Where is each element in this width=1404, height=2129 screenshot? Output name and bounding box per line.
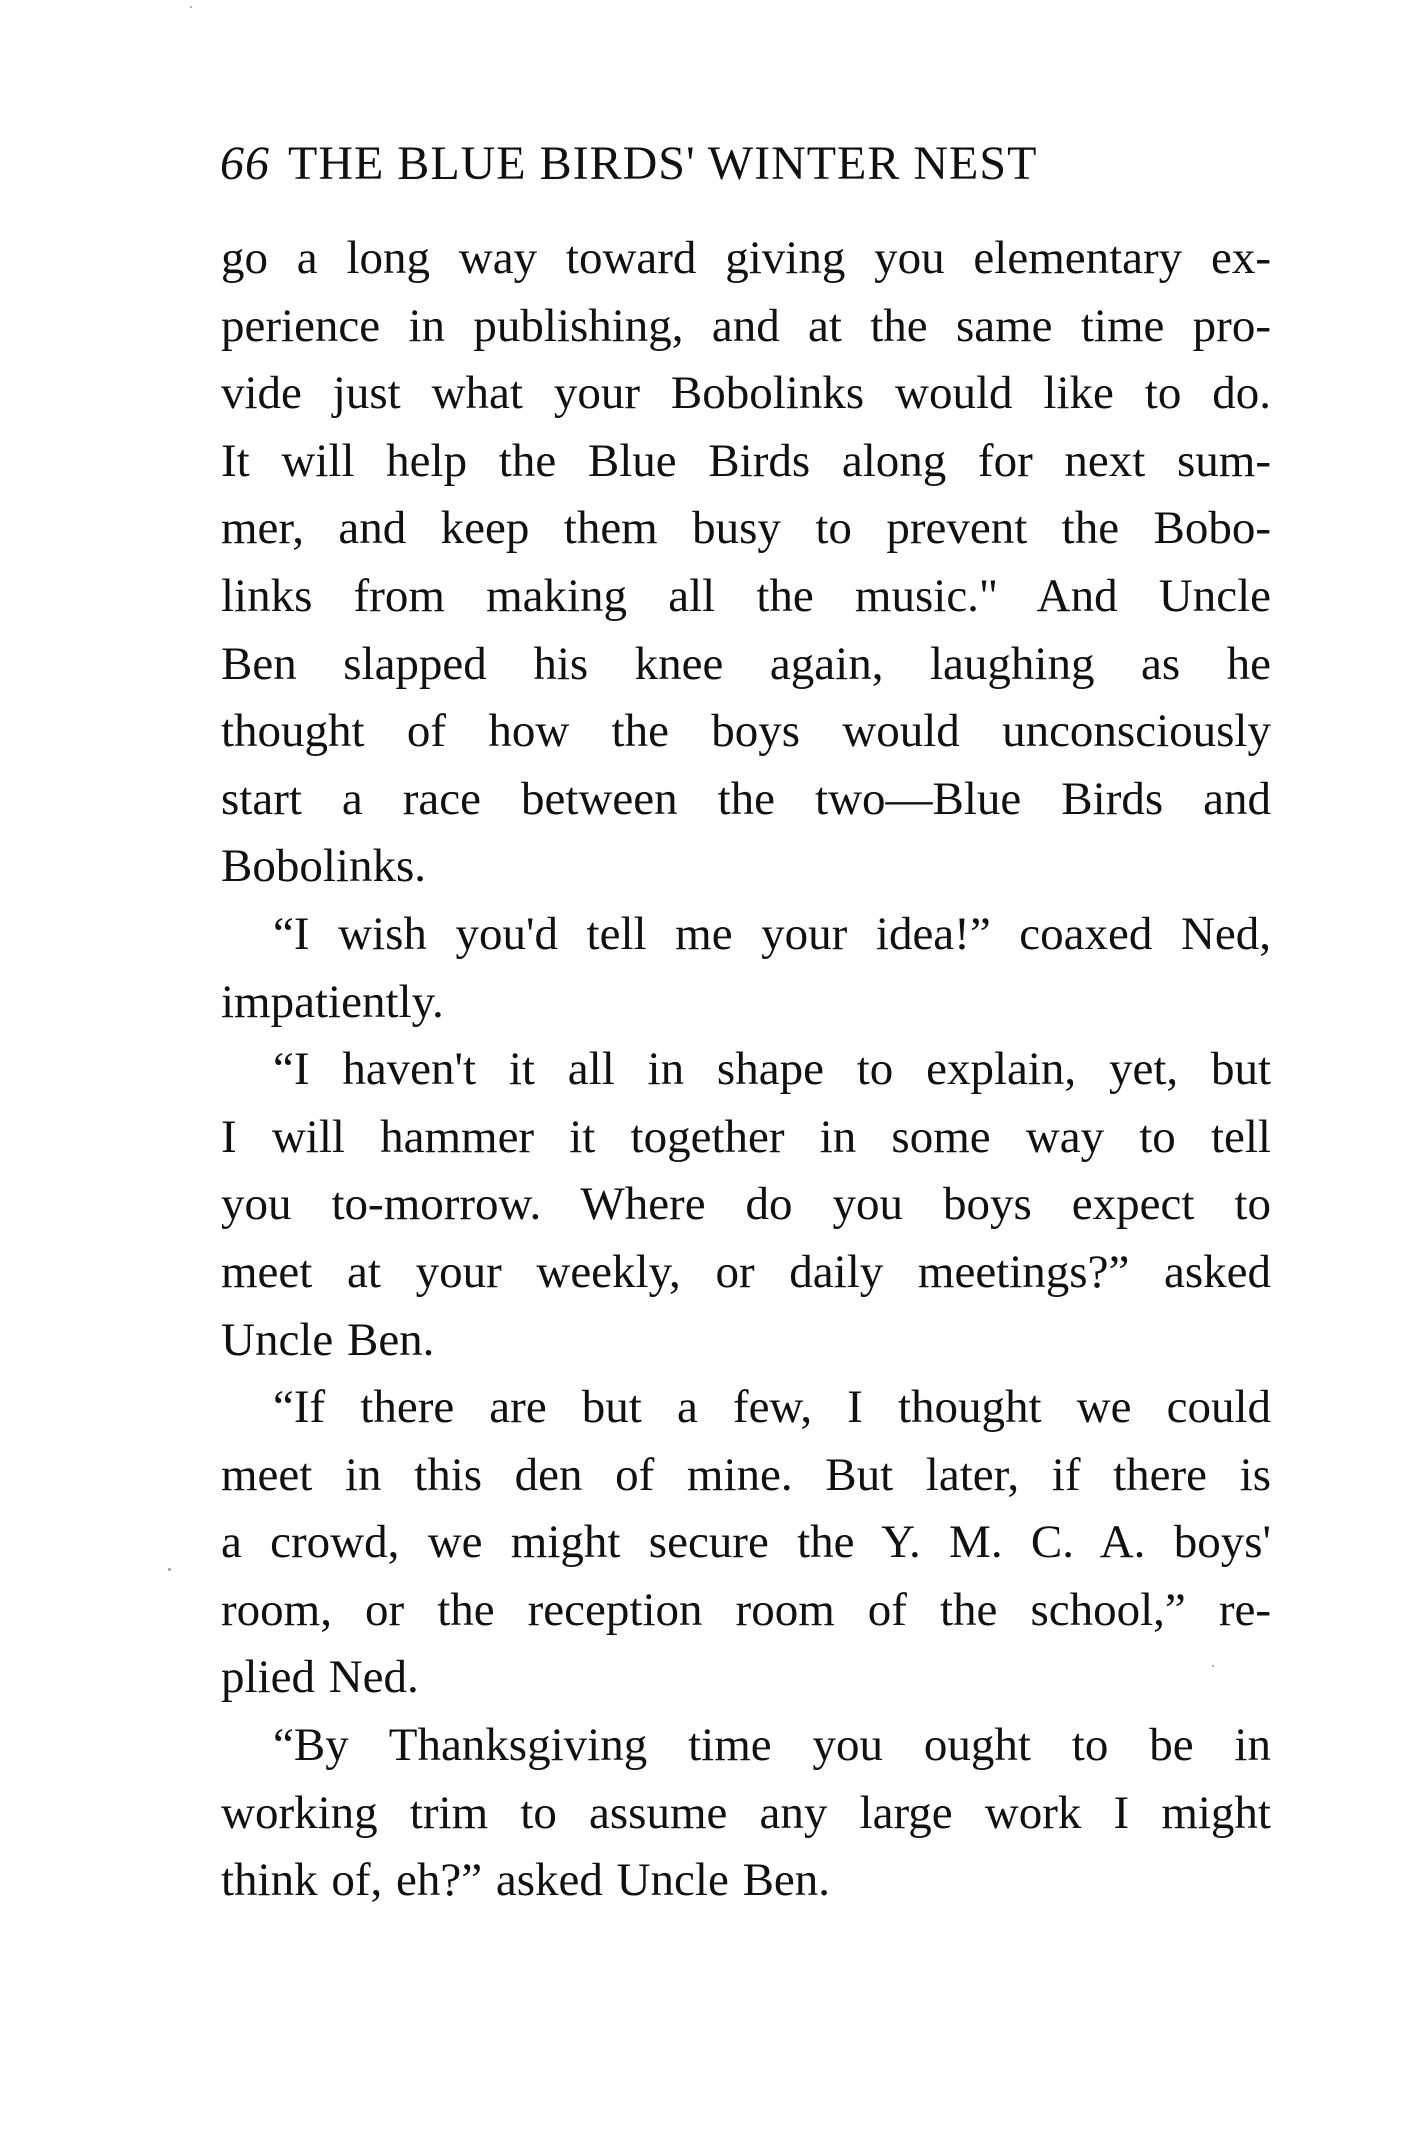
text-line: perience in publishing, and at the same time pro- [221, 299, 1271, 352]
text-line: thought of how the boys would unconsciously [221, 705, 1271, 758]
running-head [220, 134, 1220, 194]
paper-speck [168, 1568, 171, 1571]
text-line: meet at your weekly, or daily meetings?” asked [221, 1245, 1271, 1298]
text-line: I will hammer it together in some way to tell [221, 1110, 1271, 1163]
paper-speck [1212, 1665, 1214, 1667]
text-line: go a long way toward giving you elementary ex- [221, 232, 1271, 284]
text-line: working trim to assume any large work I might [221, 1786, 1271, 1839]
text-line: you to-morrow. Where do you boys expect to [221, 1178, 1271, 1231]
text-line: impatiently. [221, 975, 444, 1028]
text-line: “I wish you'd tell me your idea!” coaxed Ned, [273, 907, 1271, 960]
body-text [221, 225, 1271, 1915]
page-number: 66 [220, 137, 270, 190]
text-line: “I haven't it all in shape to explain, yet, but [273, 1043, 1271, 1096]
text-line: links from making all the music." And Uncle [221, 569, 1271, 622]
text-line: Ben slapped his knee again, laughing as he [221, 637, 1271, 690]
text-line: “By Thanksgiving time you ought to be in [273, 1719, 1271, 1772]
text-line: a crowd, we might secure the Y. M. C. A. boys' [221, 1516, 1271, 1569]
text-line: Bobolinks. [221, 840, 427, 893]
text-line: meet in this den of mine. But later, if there is [221, 1448, 1271, 1501]
text-line: room, or the reception room of the school,” re- [221, 1583, 1271, 1636]
text-line: think of, eh?” asked Uncle Ben. [221, 1854, 831, 1907]
text-line: start a race between the two—Blue Birds and [221, 772, 1271, 825]
text-line: vide just what your Bobolinks would like to do. [221, 367, 1271, 420]
paper-speck [190, 6, 192, 8]
text-line: It will help the Blue Birds along for next sum- [221, 434, 1271, 487]
text-line: “If there are but a few, I thought we could [273, 1381, 1271, 1434]
text-line: mer, and keep them busy to prevent the Bobo- [221, 502, 1271, 555]
text-line: Uncle Ben. [221, 1313, 435, 1366]
text-line: plied Ned. [221, 1651, 419, 1704]
running-head-title: THE BLUE BIRDS' WINTER NEST [288, 137, 1038, 190]
